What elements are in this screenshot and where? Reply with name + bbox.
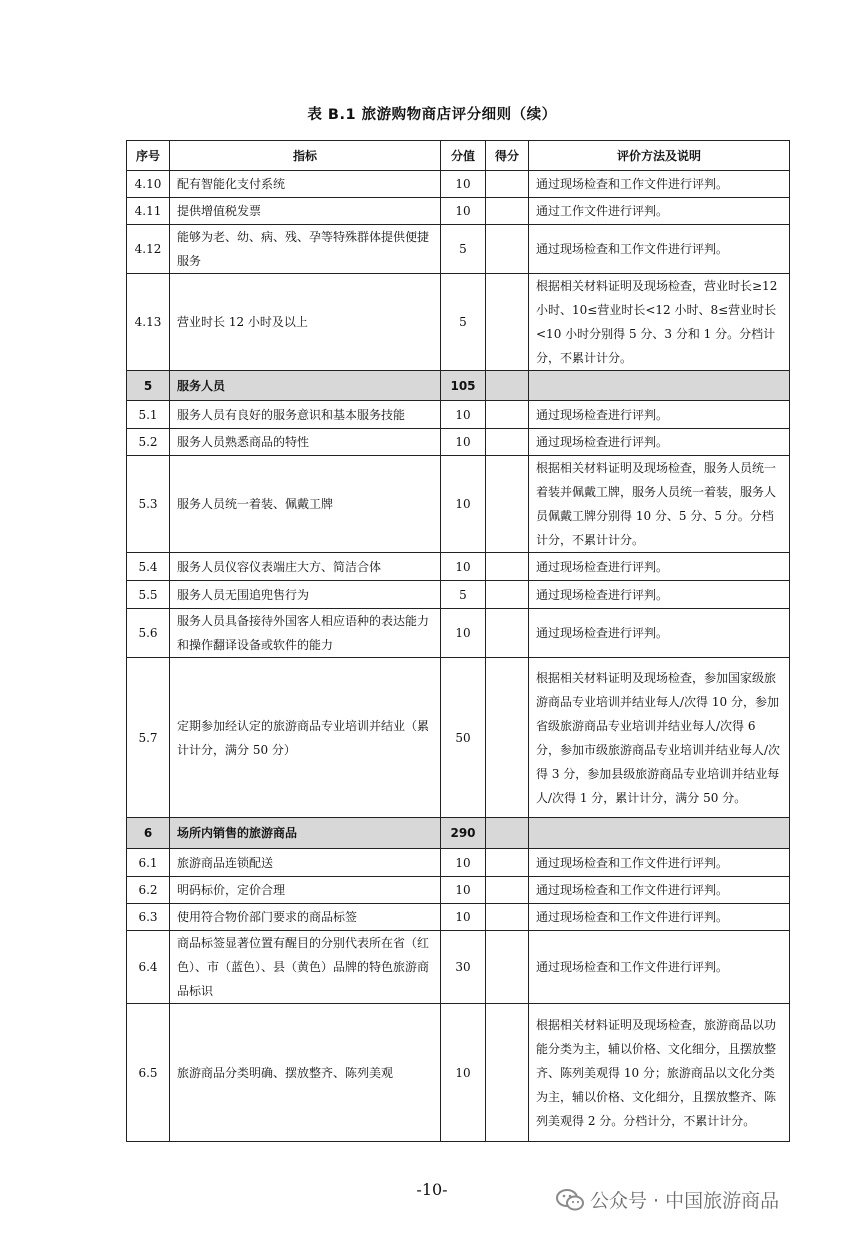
row-no: 6.3	[127, 904, 170, 931]
row-desc	[529, 371, 790, 401]
row-indicator: 服务人员具备接待外国客人相应语种的表达能力和操作翻译设备或软件的能力	[170, 609, 441, 658]
row-indicator: 服务人员熟悉商品的特性	[170, 429, 441, 456]
row-desc: 通过现场检查和工作文件进行评判。	[529, 904, 790, 931]
row-no: 6.2	[127, 877, 170, 904]
row-indicator: 服务人员	[170, 371, 441, 401]
row-desc	[529, 818, 790, 849]
row-no: 6.5	[127, 1004, 170, 1142]
row-indicator: 配有智能化支付系统	[170, 171, 441, 198]
row-desc: 通过现场检查和工作文件进行评判。	[529, 849, 790, 877]
row-got	[486, 456, 529, 553]
row-no: 6	[127, 818, 170, 849]
row-desc: 通过现场检查进行评判。	[529, 429, 790, 456]
wechat-icon	[556, 1188, 584, 1212]
row-desc: 根据相关材料证明及现场检查，服务人员统一着装并佩戴工牌，服务人员统一着装，服务人员佩戴工牌分别得 10 分、5 分、5 分。分档计分，不累计计分。	[529, 456, 790, 553]
row-got	[486, 225, 529, 274]
row-got	[486, 581, 529, 609]
row-no: 6.1	[127, 849, 170, 877]
row-got	[486, 371, 529, 401]
row-indicator: 能够为老、幼、病、残、孕等特殊群体提供便捷服务	[170, 225, 441, 274]
row-got	[486, 274, 529, 371]
header-indicator: 指标	[170, 141, 441, 171]
row-no: 5.7	[127, 658, 170, 818]
header-score: 分值	[441, 141, 486, 171]
row-no: 5	[127, 371, 170, 401]
row-no: 4.10	[127, 171, 170, 198]
row-score: 10	[441, 877, 486, 904]
row-score: 10	[441, 1004, 486, 1142]
table-title: 表 B.1 旅游购物商店评分细则（续）	[307, 107, 557, 123]
row-got	[486, 1004, 529, 1142]
row-indicator: 提供增值税发票	[170, 198, 441, 225]
row-desc: 通过现场检查和工作文件进行评判。	[529, 225, 790, 274]
table-row	[127, 225, 790, 274]
row-score: 290	[441, 818, 486, 849]
table-row	[127, 429, 790, 456]
table-header-row	[127, 141, 790, 171]
row-score: 10	[441, 456, 486, 553]
row-got	[486, 904, 529, 931]
row-score: 10	[441, 401, 486, 429]
row-no: 4.13	[127, 274, 170, 371]
row-desc: 通过现场检查和工作文件进行评判。	[529, 931, 790, 1004]
row-indicator: 服务人员仪容仪表端庄大方、简洁合体	[170, 553, 441, 581]
row-score: 10	[441, 198, 486, 225]
row-got	[486, 198, 529, 225]
row-got	[486, 849, 529, 877]
table-row	[127, 609, 790, 658]
row-score: 30	[441, 931, 486, 1004]
row-score: 10	[441, 609, 486, 658]
table-row	[127, 904, 790, 931]
row-got	[486, 171, 529, 198]
row-got	[486, 877, 529, 904]
row-desc: 通过工作文件进行评判。	[529, 198, 790, 225]
row-score: 10	[441, 429, 486, 456]
row-desc: 通过现场检查进行评判。	[529, 581, 790, 609]
watermark	[556, 1186, 779, 1213]
row-desc: 通过现场检查进行评判。	[529, 553, 790, 581]
row-indicator: 定期参加经认定的旅游商品专业培训并结业（累计计分，满分 50 分）	[170, 658, 441, 818]
row-desc: 根据相关材料证明及现场检查，旅游商品以功能分类为主，辅以价格、文化细分，且摆放整齐、陈列美观得 10 分；旅游商品以文化分类为主，辅以价格、文化细分，且摆放整齐、陈列美观得 2 分。分档计分，不累计计分。	[529, 1004, 790, 1142]
row-score: 5	[441, 581, 486, 609]
row-indicator: 服务人员无围追兜售行为	[170, 581, 441, 609]
section-row	[127, 371, 790, 401]
row-score: 10	[441, 171, 486, 198]
row-desc: 根据相关材料证明及现场检查，营业时长≥12 小时、10≤营业时长<12 小时、8≤营业时长<10 小时分别得 5 分、3 分和 1 分。分档计分，不累计计分。	[529, 274, 790, 371]
header-no: 序号	[127, 141, 170, 171]
row-no: 6.4	[127, 931, 170, 1004]
row-no: 5.4	[127, 553, 170, 581]
row-score: 50	[441, 658, 486, 818]
row-score: 10	[441, 553, 486, 581]
row-desc: 通过现场检查和工作文件进行评判。	[529, 171, 790, 198]
table-row	[127, 198, 790, 225]
header-desc: 评价方法及说明	[529, 141, 790, 171]
row-score: 10	[441, 849, 486, 877]
watermark-text: 公众号 · 中国旅游商品	[590, 1190, 780, 1212]
row-desc: 根据相关材料证明及现场检查，参加国家级旅游商品专业培训并结业每人/次得 10 分，参加省级旅游商品专业培训并结业每人/次得 6 分，参加市级旅游商品专业培训并结业每人/次得 3 分，参加县级旅游商品专业培训并结业每人/次得 1 分，累计计分，满分 50 分。	[529, 658, 790, 818]
table-row	[127, 401, 790, 429]
table-row	[127, 171, 790, 198]
table-row	[127, 877, 790, 904]
row-no: 5.5	[127, 581, 170, 609]
table-row	[127, 581, 790, 609]
row-got	[486, 818, 529, 849]
row-score: 5	[441, 225, 486, 274]
row-desc: 通过现场检查进行评判。	[529, 609, 790, 658]
row-score: 105	[441, 371, 486, 401]
row-no: 5.2	[127, 429, 170, 456]
page-number: -10-	[416, 1180, 448, 1199]
row-got	[486, 609, 529, 658]
table-row	[127, 658, 790, 818]
table-row	[127, 553, 790, 581]
row-indicator: 商品标签显著位置有醒目的分别代表所在省（红色）、市（蓝色）、县（黄色）品牌的特色旅游商品标识	[170, 931, 441, 1004]
section-row	[127, 818, 790, 849]
table-row	[127, 849, 790, 877]
row-indicator: 旅游商品分类明确、摆放整齐、陈列美观	[170, 1004, 441, 1142]
row-got	[486, 658, 529, 818]
row-indicator: 服务人员统一着装、佩戴工牌	[170, 456, 441, 553]
table-row	[127, 274, 790, 371]
row-no: 4.11	[127, 198, 170, 225]
row-no: 5.3	[127, 456, 170, 553]
row-no: 5.1	[127, 401, 170, 429]
header-got: 得分	[486, 141, 529, 171]
scoring-table	[126, 140, 790, 1142]
row-desc: 通过现场检查进行评判。	[529, 401, 790, 429]
row-got	[486, 931, 529, 1004]
row-score: 10	[441, 904, 486, 931]
row-got	[486, 401, 529, 429]
row-no: 5.6	[127, 609, 170, 658]
table-row	[127, 931, 790, 1004]
row-got	[486, 553, 529, 581]
row-no: 4.12	[127, 225, 170, 274]
row-indicator: 场所内销售的旅游商品	[170, 818, 441, 849]
row-indicator: 服务人员有良好的服务意识和基本服务技能	[170, 401, 441, 429]
row-indicator: 营业时长 12 小时及以上	[170, 274, 441, 371]
row-score: 5	[441, 274, 486, 371]
row-indicator: 明码标价，定价合理	[170, 877, 441, 904]
row-desc: 通过现场检查和工作文件进行评判。	[529, 877, 790, 904]
table-row	[127, 1004, 790, 1142]
row-indicator: 使用符合物价部门要求的商品标签	[170, 904, 441, 931]
table-row	[127, 456, 790, 553]
row-indicator: 旅游商品连锁配送	[170, 849, 441, 877]
row-got	[486, 429, 529, 456]
